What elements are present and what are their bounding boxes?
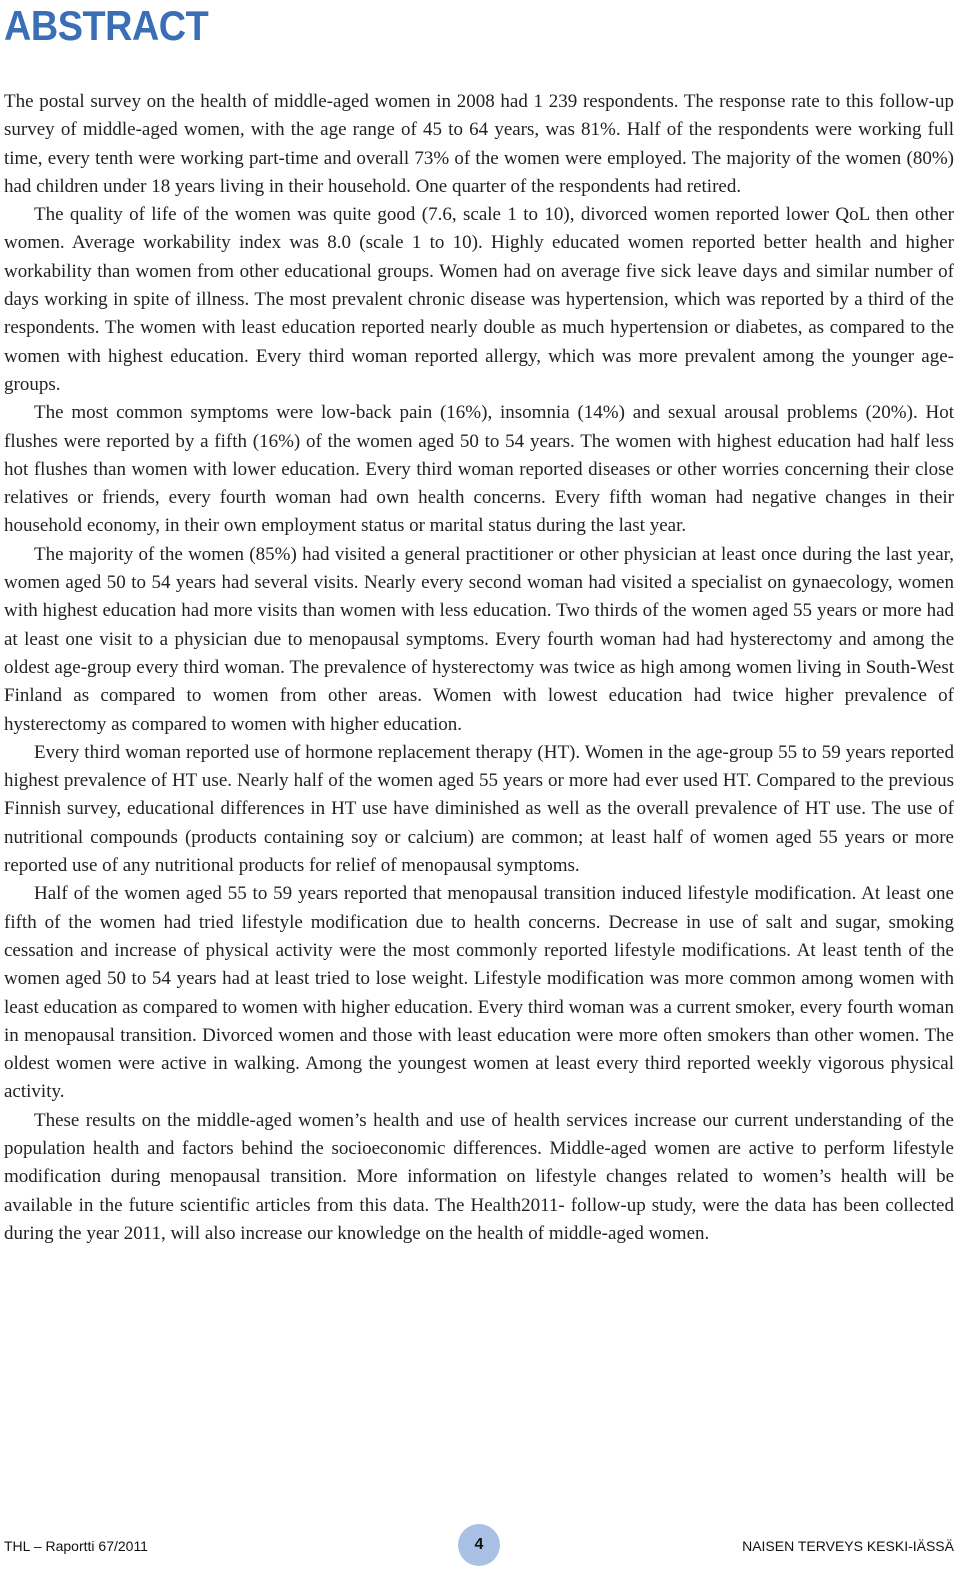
abstract-paragraph-1: The postal survey on the health of middle-aged women in 2008 had 1 239 respondents. The response rate to this follow-up survey of middle-aged women, with the age range of 45 to 64 years, was 81%. Half of the respondents were working full time, every tenth were working part-time and overall 73% of the women were employed. The majority of the women (80%) had children under 18 years living in their household. One quarter of the respondents had retired. xyxy=(4,91,954,197)
abstract-paragraph-6: Half of the women aged 55 to 59 years reported that menopausal transition induced lifestyle modification. At least one fifth of the women had tried lifestyle modification due to health concerns. Decrease in use of salt and sugar, smoking cessation and increase of physical activity were the most commonly reported lifestyle modifications. At least tenth of the women aged 50 to 54 years had at least tried to lose weight. Lifestyle modification was more common among women with least education as compared to women with higher education. Every third woman was a current smoker, every fourth woman in menopausal transition. Divorced women and those with least education were more often smokers than other women. The oldest women were active in walking. Among the youngest women at least every third reported weekly vigorous physical activity. xyxy=(4,883,954,1103)
abstract-paragraph-7: These results on the middle-aged women’s health and use of health services increase our current understanding of the population health and factors behind the socioeconomic differences. Middle-aged women are active to perform lifestyle modification during menopausal transition. More information on lifestyle changes related to women’s health will be available in the future scientific articles from this data. The Health2011- follow-up study, were the data has been collected during the year 2011, will also increase our knowledge on the health of middle-aged women. xyxy=(4,1109,954,1244)
page-title: ABSTRACT xyxy=(4,2,209,49)
abstract-paragraph-4: The majority of the women (85%) had visited a general practitioner or other physician at least once during the last year, women aged 50 to 54 years had several visits. Nearly every second woman had visited a specialist on gynaecology, women with highest education had more visits than women with less education. Two thirds of the women aged 55 years or more had at least one visit to a physician due to menopausal symptoms. Every fourth woman had had hysterectomy and among the oldest age-group every third woman. The prevalence of hysterectomy was twice as high among women living in South-West Finland as compared to women from other areas. Women with lowest education had twice higher prevalence of hysterectomy as compared to women with higher education. xyxy=(4,543,954,735)
footer-report-id: THL – Raportti 67/2011 xyxy=(4,1538,148,1554)
abstract-paragraph-3: The most common symptoms were low-back pain (16%), insomnia (14%) and sexual arousal problems (20%). Hot flushes were reported by a fifth (16%) of the women aged 50 to 54 years. The women with highest education had half less hot flushes than women with lower education. Every third woman reported diseases or other worries concerning their close relatives or friends, every fourth woman had own health concerns. Every fifth woman had negative changes in their household economy, in their own employment status or marital status during the last year. xyxy=(4,402,954,537)
page-number-badge: 4 xyxy=(458,1524,500,1566)
abstract-paragraph-5: Every third woman reported use of hormone replacement therapy (HT). Women in the age-group 55 to 59 years reported highest prevalence of HT use. Nearly half of the women aged 55 years or more had ever used HT. Compared to the previous Finnish survey, educational differences in HT use have diminished as well as the overall prevalence of HT use. The use of nutritional compounds (products containing soy or calcium) are common; at least half of women aged 55 years or more reported use of any nutritional products for relief of menopausal symptoms. xyxy=(4,741,954,877)
abstract-body xyxy=(4,88,954,1248)
abstract-paragraph-2: The quality of life of the women was quite good (7.6, scale 1 to 10), divorced women reported lower QoL then other women. Average workability index was 8.0 (scale 1 to 10). Highly educated women reported better health and higher workability than women from other educational groups. Women had on average five sick leave days and similar number of days working in spite of illness. The most prevalent chronic disease was hypertension, which was reported by a third of the respondents. The women with least education reported nearly double as much hypertension or diabetes, as compared to the women with highest education. Every third woman reported allergy, which was more prevalent among the younger age-groups. xyxy=(4,204,954,395)
page-footer xyxy=(0,1524,960,1568)
footer-publication-title: NAISEN TERVEYS KESKI-IÄSSÄ xyxy=(742,1538,954,1554)
